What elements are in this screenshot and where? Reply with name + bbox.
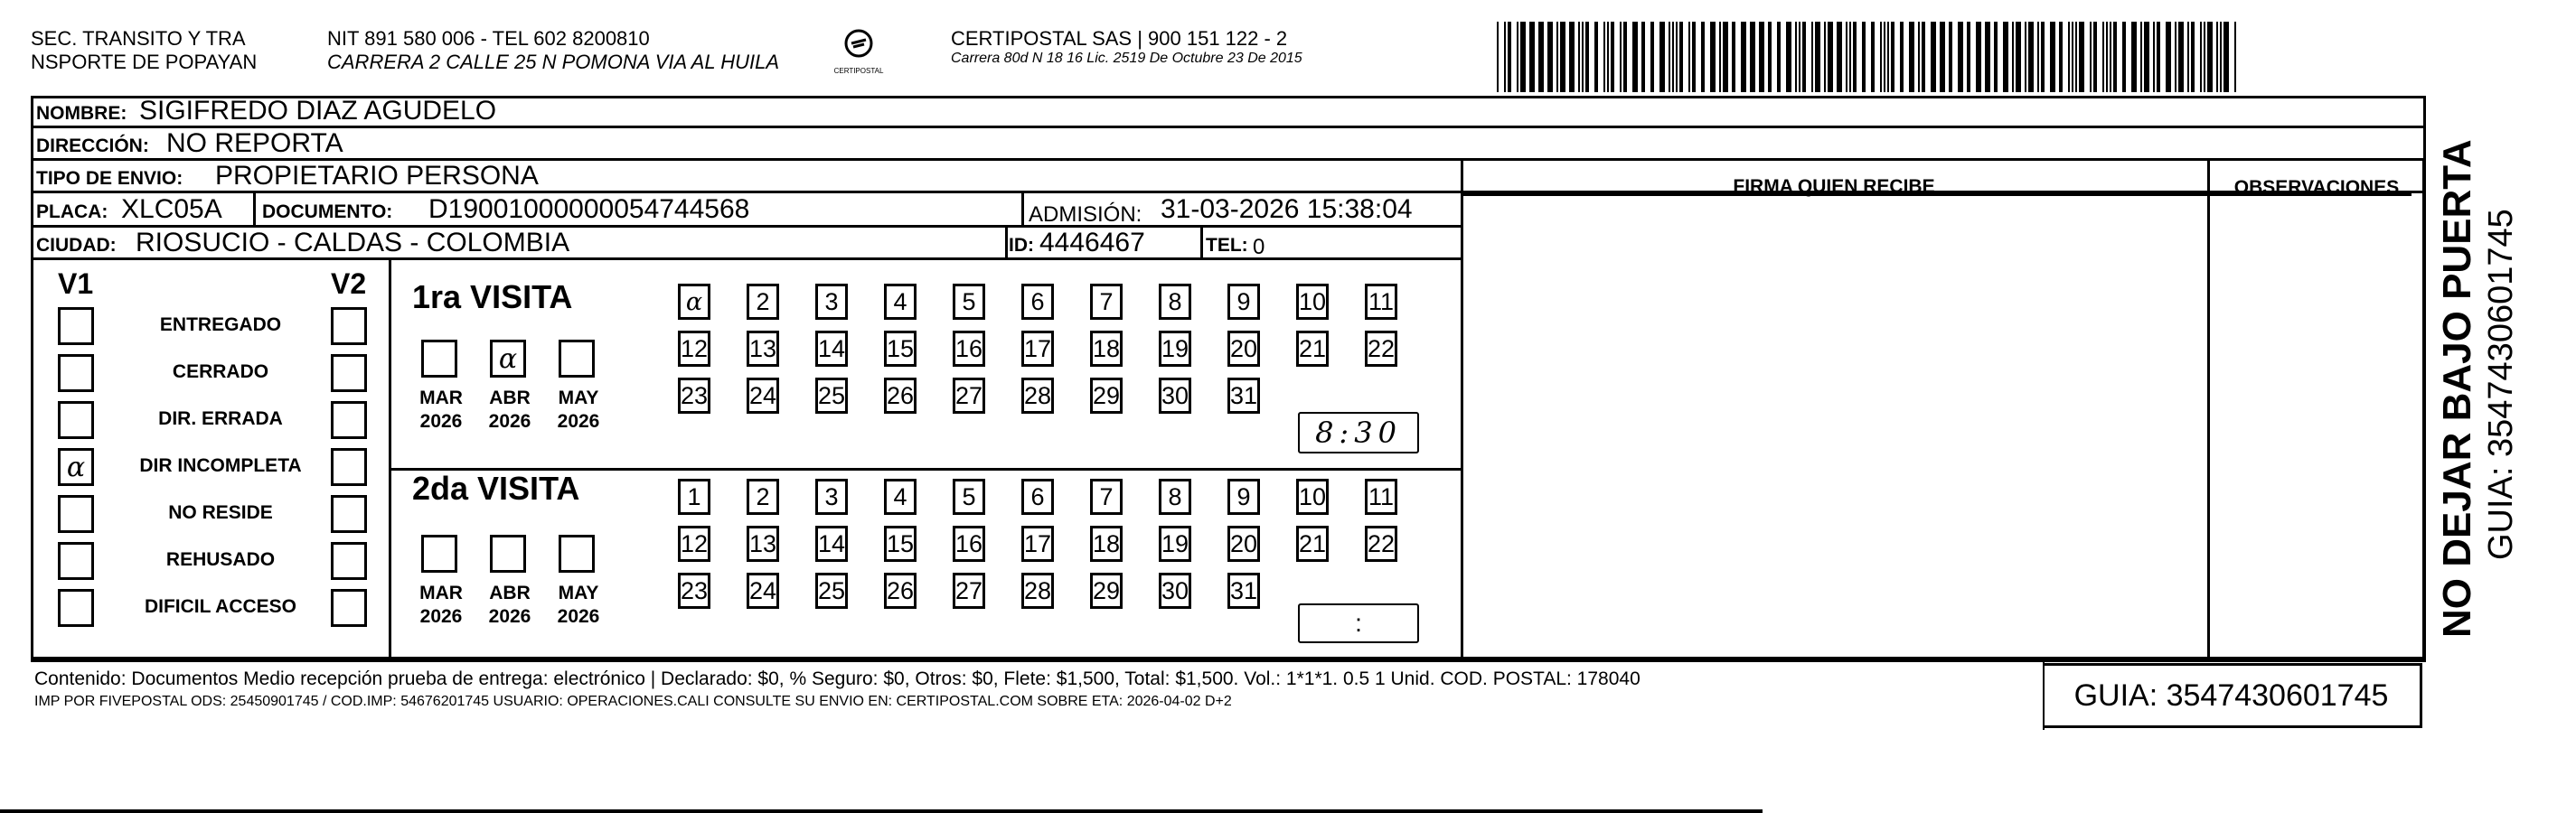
barcode-bar [1517,22,1518,92]
month-label [414,582,468,629]
month-checkbox[interactable]: α [490,340,526,378]
admision-label: ADMISIÓN: [1029,202,1142,227]
barcode-bar [2204,22,2205,92]
day-box[interactable]: 11 [1365,284,1397,320]
month-name: MAR [419,388,463,408]
day-box[interactable]: 4 [884,479,917,515]
barcode-bar [1594,22,1598,92]
visit2-title: 2da VISITA [412,470,580,507]
barcode-bar [1909,22,1914,92]
day-box[interactable]: 23 [678,378,710,414]
day-box[interactable]: 22 [1365,526,1397,562]
day-box[interactable]: 19 [1159,331,1191,367]
courier-block [951,27,1302,67]
barcode-bar [1750,22,1755,92]
day-box[interactable]: 27 [953,573,985,609]
barcode-bar [1802,22,1806,92]
barcode-bar [1976,22,1981,92]
month-label [551,387,606,434]
day-box[interactable]: 31 [1227,573,1260,609]
barcode-bar [1824,22,1826,92]
barcode-bar [1786,22,1791,92]
barcode-bar [2012,22,2014,92]
month-year: 2026 [488,606,531,627]
day-box[interactable]: 13 [747,526,779,562]
barcode-bar [1741,22,1746,92]
barcode-bar [1497,22,1499,92]
barcode-bar [1884,22,1885,92]
barcode-bar [2216,22,2218,92]
v2-label: V2 [331,267,367,300]
day-box[interactable]: 10 [1296,284,1329,320]
month-label [483,582,537,629]
month-checkbox[interactable] [559,340,595,378]
barcode-bar [2110,22,2111,92]
issuer-block [31,27,257,74]
reason-label: DIFICIL ACCESO [144,596,296,617]
day-box[interactable]: 24 [747,573,779,609]
day-box[interactable]: 11 [1365,479,1397,515]
day-box[interactable]: 26 [884,378,917,414]
day-box[interactable]: 26 [884,573,917,609]
id-label: ID: [1009,235,1034,256]
v2-checkbox[interactable] [331,542,367,580]
footer-guia: GUIA: 3547430601745 [2043,663,2422,728]
month-name: ABR [489,583,531,603]
barcode-bar [2187,22,2189,92]
barcode-bar [1837,22,1842,92]
v1-label: V1 [58,267,94,300]
barcode-bar [1918,22,1920,92]
barcode-bar [1828,22,1833,92]
barcode-bar [1607,22,1609,92]
day-box[interactable]: 2 [747,284,779,320]
month-label [551,582,606,629]
barcode-bar [2079,22,2084,92]
barcode-bar [2166,22,2171,92]
barcode-bar [1931,22,1936,92]
day-box[interactable]: 1 [678,479,710,515]
v2-checkbox[interactable] [331,448,367,486]
day-box[interactable]: 18 [1090,526,1123,562]
day-box[interactable]: 14 [815,331,848,367]
issuer-line2: NSPORTE DE POPAYAN [31,51,258,73]
day-box[interactable]: 22 [1365,331,1397,367]
barcode-bar [2200,22,2202,92]
barcode-bar [1849,22,1851,92]
day-box[interactable]: 17 [1021,526,1054,562]
documento-value: D19001000000054744568 [428,194,750,224]
barcode-bar [2025,22,2026,92]
month-label [414,387,468,434]
issuer-line1: SEC. TRANSITO Y TRA [31,27,246,50]
day-box[interactable]: 21 [1296,526,1329,562]
month-name: ABR [489,388,531,408]
barcode-bar [1985,22,1990,92]
day-box[interactable]: α [678,284,710,320]
divider [2422,161,2425,659]
ciudad-row [31,228,1461,260]
nombre-label: NOMBRE: [36,103,127,124]
barcode-bar [1811,22,1813,92]
barcode-bar [1922,22,1925,92]
reason-label: ENTREGADO [159,314,282,335]
reason-label: DIR. ERRADA [158,408,283,429]
barcode-bar [1582,22,1584,92]
barcode-bar [2028,22,2034,92]
day-box[interactable]: 28 [1021,573,1054,609]
day-box[interactable]: 3 [815,284,848,320]
barcode-bar [1701,22,1705,92]
bottom-rule [0,809,1763,813]
placa-label: PLACA: [36,201,108,222]
certipostal-logo [832,23,886,78]
day-box[interactable]: 17 [1021,331,1054,367]
placa-value: XLC05A [121,194,222,224]
day-box[interactable]: 12 [678,331,710,367]
barcode-bar [1529,22,1535,92]
v1-checkbox[interactable] [58,307,94,345]
day-box[interactable]: 2 [747,479,779,515]
barcode-bar [2050,22,2055,92]
divider [2207,161,2210,659]
barcode-bar [1669,22,1670,92]
direccion-row [31,128,2426,161]
day-box[interactable]: 28 [1021,378,1054,414]
nit-block [327,27,779,74]
day-box[interactable]: 4 [884,284,917,320]
divider [1005,228,1008,260]
tel-value: 0 [1253,235,1265,259]
v1-checkbox[interactable] [58,542,94,580]
day-box[interactable]: 7 [1090,284,1123,320]
month-year: 2026 [557,606,600,627]
month-year: 2026 [419,411,463,432]
day-box[interactable]: 25 [815,378,848,414]
barcode-bar [1504,22,1506,92]
visit1-time[interactable]: 8:30 [1298,412,1419,453]
day-box[interactable]: 9 [1227,284,1260,320]
day-box[interactable]: 8 [1159,284,1191,320]
v1-checkbox[interactable] [58,401,94,439]
barcode-bar [2016,22,2021,92]
barcode-bar [1958,22,1963,92]
barcode-bar [2157,22,2160,92]
day-box[interactable]: 12 [678,526,710,562]
documento-label: DOCUMENTO: [262,201,393,222]
month-checkbox[interactable] [421,535,457,573]
v2-checkbox[interactable] [331,354,367,392]
day-box[interactable]: 19 [1159,526,1191,562]
day-box[interactable]: 15 [884,526,917,562]
barcode-bar [1846,22,1847,92]
nombre-value: SIGIFREDO DIAZ AGUDELO [139,96,497,126]
barcode-bar [2037,22,2039,92]
barcode-bar [2234,22,2236,92]
month-name: MAY [558,583,599,603]
courier-line1: CERTIPOSTAL SAS | 900 151 122 - 2 [951,27,1288,50]
day-box[interactable]: 13 [747,331,779,367]
day-box[interactable]: 14 [815,526,848,562]
day-box[interactable]: 16 [953,526,985,562]
barcode-bar [1777,22,1781,92]
day-box[interactable]: 23 [678,573,710,609]
barcode-bar [1547,22,1553,92]
barcode-bar [1672,22,1674,92]
visit1-title: 1ra VISITA [412,278,573,315]
day-box[interactable]: 29 [1090,573,1123,609]
barcode-bar [1508,22,1511,92]
barcode-bar [1732,22,1735,92]
divider [253,193,256,228]
barcode-bar [2068,22,2070,92]
barcode-bar [1623,22,1627,92]
month-year: 2026 [557,411,600,432]
barcode-bar [1578,22,1580,92]
month-label [483,387,537,434]
ciudad-value: RIOSUCIO - CALDAS - COLOMBIA [136,228,570,257]
visit2-time[interactable]: : [1298,603,1419,643]
barcode-bar [1560,22,1565,92]
barcode-bar [1795,22,1797,92]
barcode-bar [1676,22,1678,92]
v1-checkbox[interactable] [58,589,94,627]
day-box[interactable]: 20 [1227,331,1260,367]
barcode-bar [1688,22,1690,92]
barcode-bar [1585,22,1589,92]
barcode-bar [2191,22,2195,92]
barcode-bar [2102,22,2104,92]
divider [389,260,391,659]
day-box[interactable]: 29 [1090,378,1123,414]
barcode-bar [2093,22,2097,92]
day-box[interactable]: 24 [747,378,779,414]
day-box[interactable]: 8 [1159,479,1191,515]
day-box[interactable]: 20 [1227,526,1260,562]
barcode-bar [1891,22,1894,92]
barcode-bar [2003,22,2008,92]
barcode-bar [2131,22,2137,92]
barcode-bar [2178,22,2184,92]
barcode-bar [1538,22,1544,92]
v1-checkbox[interactable]: α [58,448,94,486]
day-box[interactable]: 3 [815,479,848,515]
day-box[interactable]: 6 [1021,479,1054,515]
day-box[interactable]: 5 [953,479,985,515]
barcode-bar [1603,22,1605,92]
barcode-bar [1887,22,1889,92]
barcode-bar [2106,22,2108,92]
barcode-bar [1679,22,1683,92]
day-box[interactable]: 31 [1227,378,1260,414]
divider [1021,193,1024,228]
v2-checkbox[interactable] [331,589,367,627]
footer-line1: Contenido: Documentos Medio recepción prueba de entrega: electrónico | Declarado: $0, % Seguro: $0, Otros: $0, Flete: $1,500, Total: $1,500. Vol.: 1*1*1. 0.5 1 Unid. COD. POSTAL: 178040 [34,668,1641,689]
barcode-bar [2175,22,2176,92]
barcode-bar [2041,22,2045,92]
tipo-value: PROPIETARIO PERSONA [215,161,539,191]
barcode-bar [1815,22,1820,92]
barcode-bar [1967,22,1970,92]
barcode-bar [1520,22,1526,92]
barcode-bar [2072,22,2073,92]
reason-label: REHUSADO [165,549,276,570]
barcode-bar [2075,22,2077,92]
placa-row [31,193,1461,228]
barcode [1497,22,2240,92]
barcode-bar [2144,22,2149,92]
barcode-bar [2207,22,2213,92]
day-box[interactable]: 10 [1296,479,1329,515]
direccion-value: NO REPORTA [166,128,343,158]
day-box[interactable]: 7 [1090,479,1123,515]
month-year: 2026 [488,411,531,432]
barcode-bar [1620,22,1622,92]
v2-checkbox[interactable] [331,495,367,533]
day-box[interactable]: 30 [1159,378,1191,414]
barcode-bar [2220,22,2222,92]
barcode-bar [1692,22,1696,92]
day-box[interactable]: 6 [1021,284,1054,320]
reason-label: DIR INCOMPLETA [139,455,302,476]
month-name: MAR [419,583,463,603]
v1-checkbox[interactable] [58,495,94,533]
side-guia: GUIA: 3547430601745 [2482,209,2520,560]
barcode-bar [1900,22,1904,92]
footer-line2: IMP POR FIVEPOSTAL ODS: 25450901745 / COD.IMP: 54676201745 USUARIO: OPERACIONES.CALI CONSULTE SU ENVIO EN: CERTIPOSTAL.COM SOBRE ETA: 2026-04-02 D+2 [34,694,1232,709]
barcode-bar [2113,22,2117,92]
reason-label: NO RESIDE [168,502,273,523]
v1-checkbox[interactable] [58,354,94,392]
barcode-bar [1556,22,1558,92]
barcode-bar [1650,22,1654,92]
reason-label: CERRADO [172,361,269,382]
day-box[interactable]: 16 [953,331,985,367]
admision-value: 31-03-2026 15:38:04 [1161,194,1413,224]
barcode-bar [1949,22,1952,92]
barcode-bar [1611,22,1614,92]
divider [1461,161,1463,659]
barcode-bar [1768,22,1772,92]
day-box[interactable]: 9 [1227,479,1260,515]
day-box[interactable]: 25 [815,573,848,609]
barcode-bar [1940,22,1945,92]
barcode-bar [1632,22,1638,92]
direccion-label: DIRECCIÓN: [36,136,149,156]
courier-line2: Carrera 80d N 18 16 Lic. 2519 De Octubre 23 De 2015 [951,51,1302,66]
barcode-bar [1880,22,1882,92]
barcode-bar [1641,22,1645,92]
month-checkbox[interactable] [559,535,595,573]
day-box[interactable]: 5 [953,284,985,320]
month-year: 2026 [419,606,463,627]
barcode-bar [1569,22,1575,92]
day-box[interactable]: 15 [884,331,917,367]
month-checkbox[interactable] [421,340,457,378]
barcode-bar [1710,22,1716,92]
address-line: CARRERA 2 CALLE 25 N POMONA VIA AL HUILA [327,51,780,73]
id-value: 4446467 [1039,228,1145,257]
nombre-row [31,96,2426,128]
day-box[interactable]: 27 [953,378,985,414]
barcode-bar [1719,22,1721,92]
barcode-bar [1799,22,1800,92]
day-box[interactable]: 18 [1090,331,1123,367]
barcode-bar [2090,22,2092,92]
barcode-bar [1723,22,1728,92]
barcode-bar [1862,22,1866,92]
barcode-bar [1853,22,1857,92]
barcode-bar [1994,22,1998,92]
ciudad-label: CIUDAD: [36,235,117,256]
v2-checkbox[interactable] [331,401,367,439]
no-dejar-warning: NO DEJAR BAJO PUERTA [2435,139,2479,638]
barcode-bar [2140,22,2142,92]
divider [1200,228,1203,260]
barcode-bar [1759,22,1764,92]
day-box[interactable]: 30 [1159,573,1191,609]
barcode-bar [1871,22,1875,92]
nit-line: NIT 891 580 006 - TEL 602 8200810 [327,27,650,50]
firma-header: FIRMA QUIEN RECIBE [1733,176,1935,197]
month-checkbox[interactable] [490,535,526,573]
divider [31,659,2426,662]
tipo-label: TIPO DE ENVIO: [36,168,183,189]
barcode-bar [2059,22,2063,92]
v2-checkbox[interactable] [331,307,367,345]
day-box[interactable]: 21 [1296,331,1329,367]
logo-text: CERTIPOSTAL [833,67,884,75]
barcode-bar [2153,22,2155,92]
tel-label: TEL: [1206,235,1248,256]
barcode-bar [1659,22,1665,92]
barcode-bar [2122,22,2126,92]
month-name: MAY [558,388,599,408]
observaciones-header: OBSERVACIONES [2233,177,2400,198]
barcode-bar [2223,22,2229,92]
